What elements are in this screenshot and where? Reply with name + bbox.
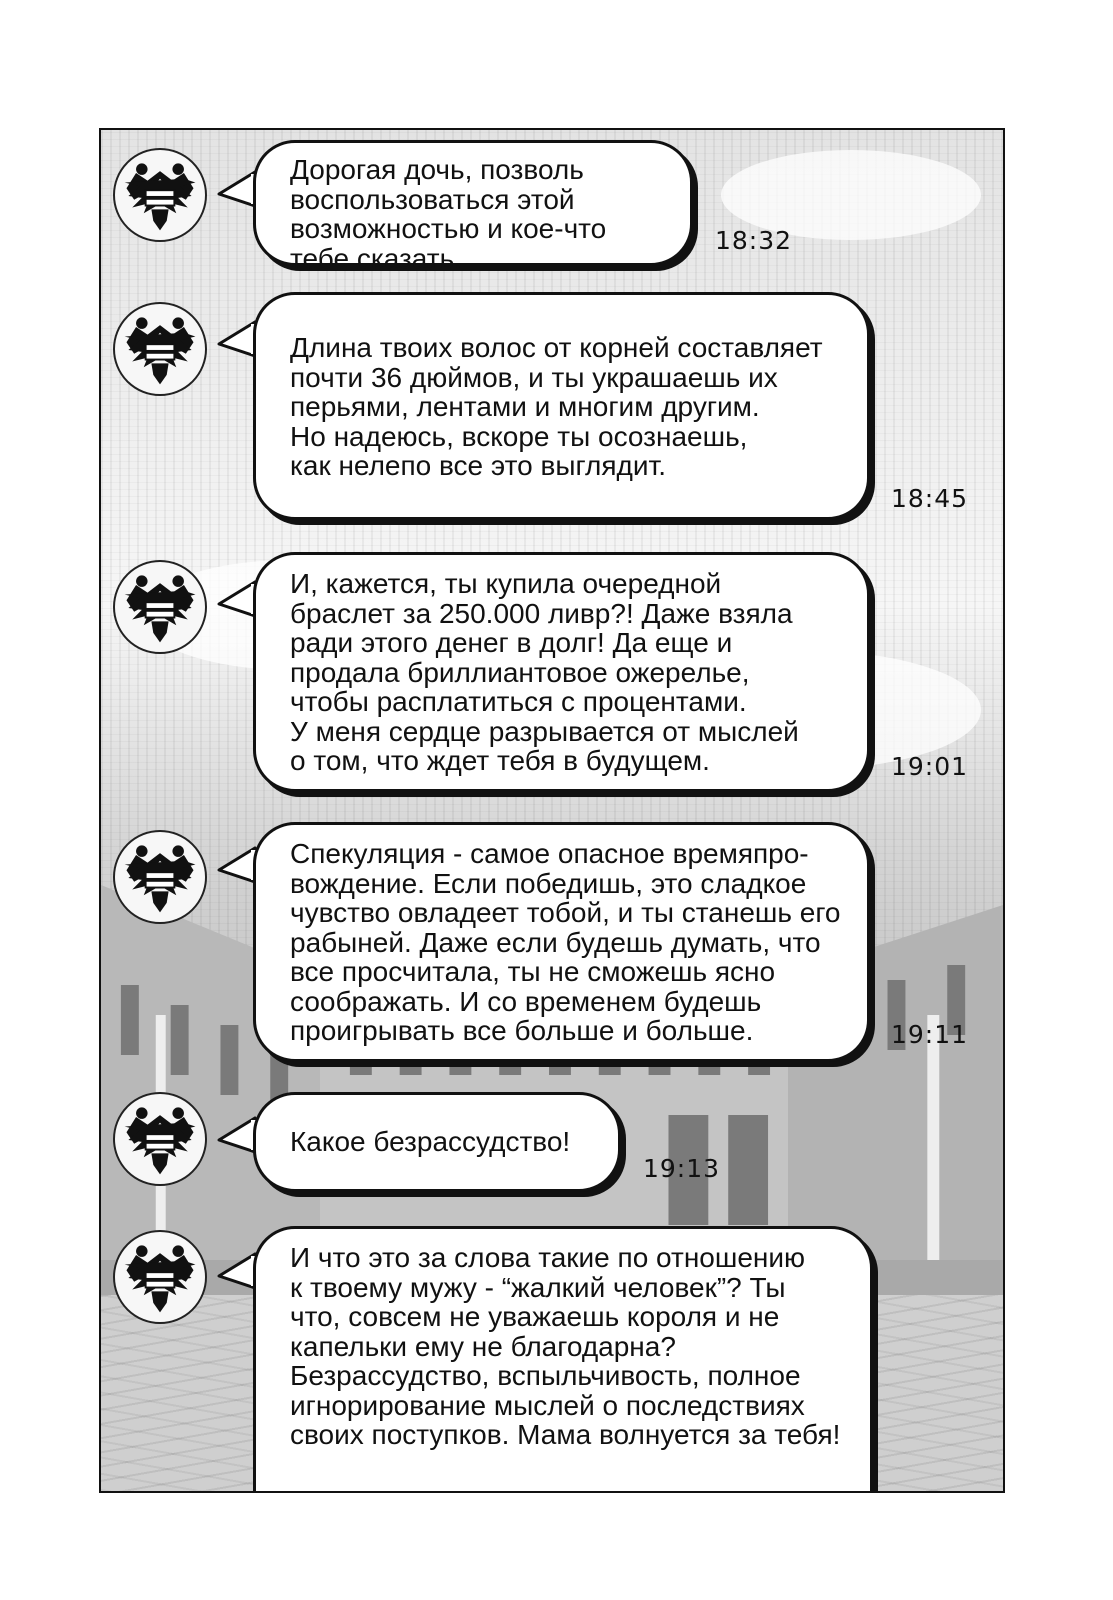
- message-timestamp: 19:13: [643, 1154, 721, 1183]
- message-timestamp: 19:01: [891, 752, 969, 781]
- bubble-tail: [217, 846, 257, 886]
- bubble-tail: [217, 320, 257, 360]
- message-timestamp: 18:45: [891, 484, 969, 513]
- double-headed-eagle-crest-icon: [113, 302, 207, 396]
- double-headed-eagle-crest-icon: [113, 560, 207, 654]
- chat-panel: [99, 128, 1005, 1493]
- message-bubble: Длина твоих волос от корней составляет почти 36 дюймов, и ты украшаешь их перьями, лентами и многим другим. Но надеюсь, вскоре ты осознаешь, как нелепо все это выглядит.: [253, 292, 870, 520]
- double-headed-eagle-crest-icon: [113, 1092, 207, 1186]
- bubble-tail: [217, 1116, 257, 1156]
- message-bubble: Спекуляция - самое опасное времяпро- вождение. Если победишь, это сладкое чувство овладеет тобой, и ты станешь его рабыней. Даже если будешь думать, что все просчитала, ты не сможешь ясно соображать. И со временем будешь проигрывать все больше и больше.: [253, 822, 870, 1062]
- double-headed-eagle-crest-icon: [113, 148, 207, 242]
- bubble-tail: [217, 580, 257, 620]
- message-bubble: И что это за слова такие по отношению к твоему мужу - “жалкий человек”? Ты что, совсем не уважаешь короля и не капельки ему не благодарна? Безрассудство, вспыльчивость, полное игнорирование мыслей о последствиях своих поступков. Мама волнуется за тебя!: [253, 1226, 873, 1493]
- bubble-tail: [217, 1252, 257, 1292]
- double-headed-eagle-crest-icon: [113, 830, 207, 924]
- message-bubble: Какое безрассудство!: [253, 1092, 621, 1192]
- bubble-tail: [217, 170, 257, 210]
- double-headed-eagle-crest-icon: [113, 1230, 207, 1324]
- message-timestamp: 18:32: [715, 226, 793, 255]
- message-timestamp: 19:11: [891, 1020, 969, 1049]
- message-bubble: Дорогая дочь, позволь воспользоваться этой возможностью и кое-что тебе сказать.: [253, 140, 693, 266]
- message-bubble: И, кажется, ты купила очередной браслет за 250.000 ливр?! Даже взяла ради этого денег в долг! Да еще и продала бриллиантовое ожерелье, чтобы расплатиться с процентами. У меня сердце разрывается от мыслей о том, что ждет тебя в будущем.: [253, 552, 870, 792]
